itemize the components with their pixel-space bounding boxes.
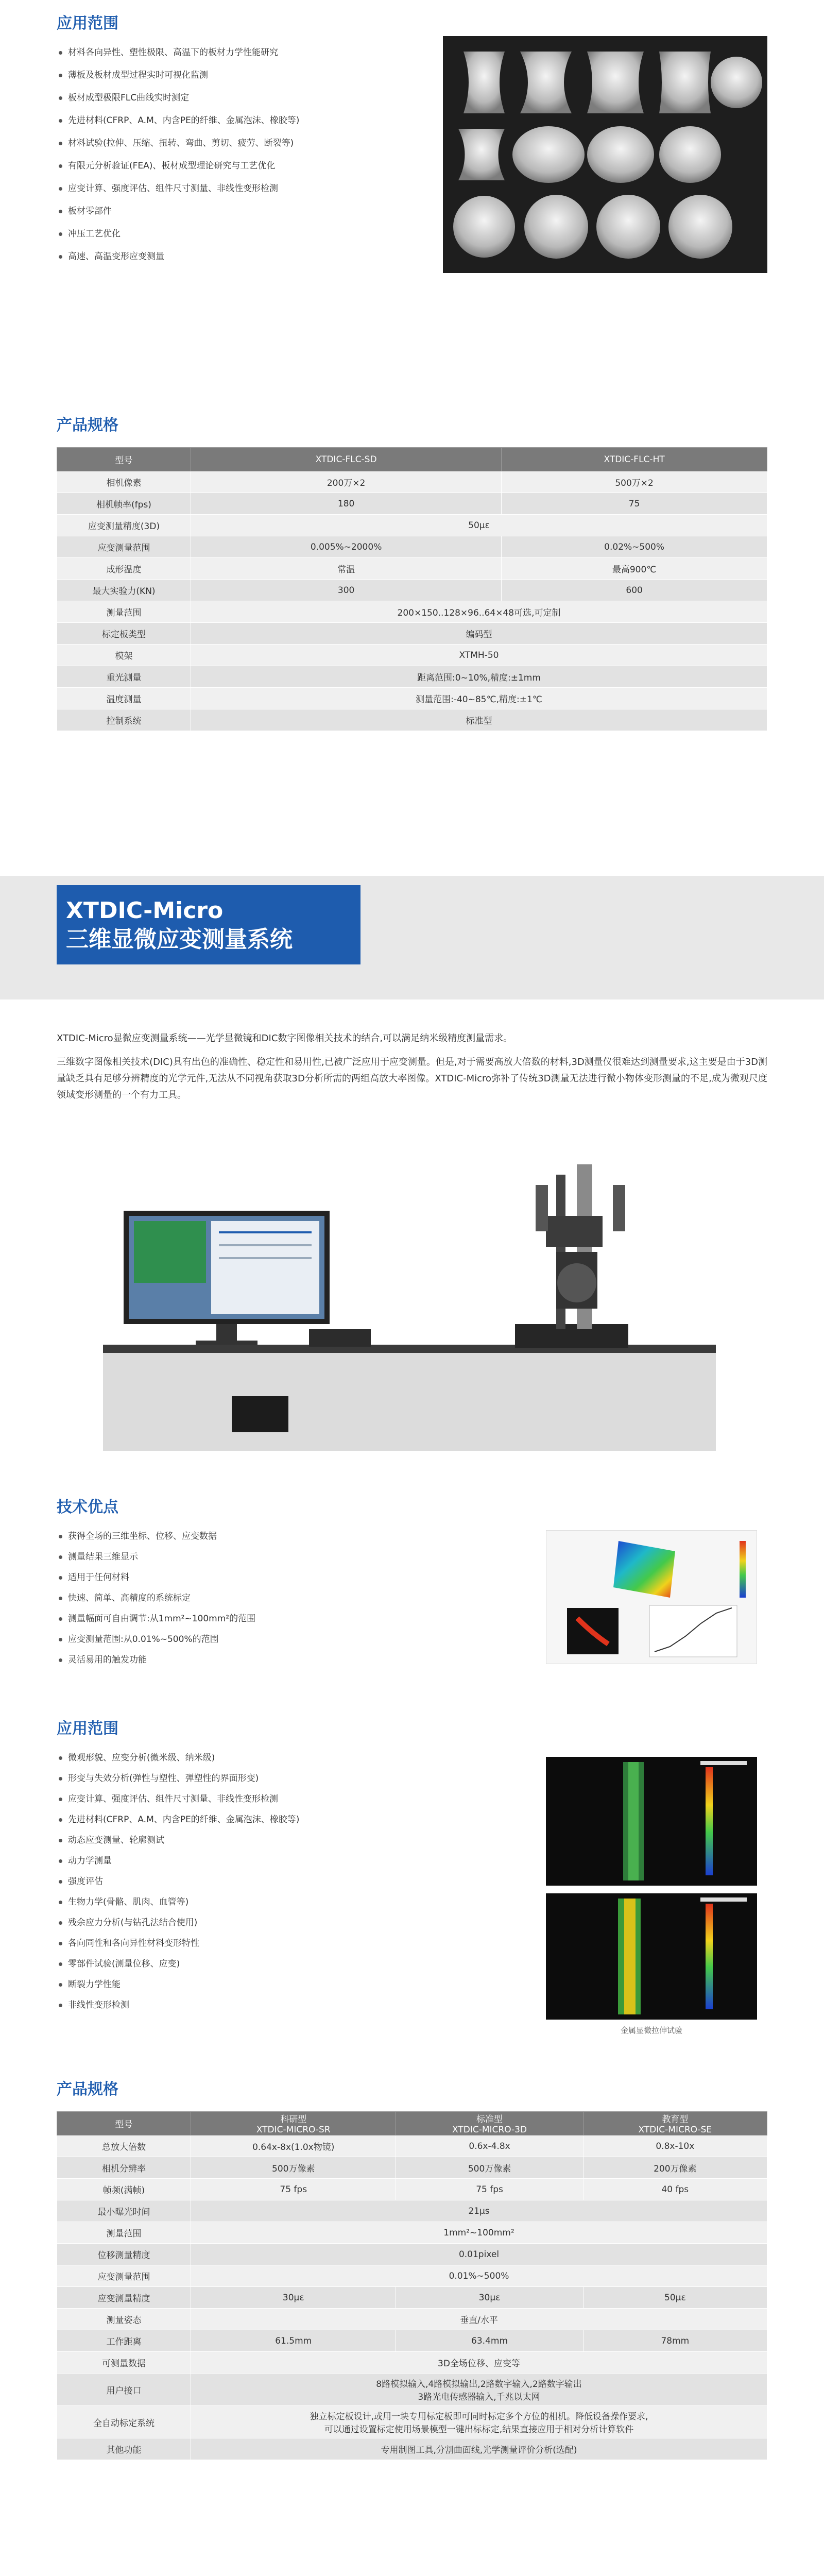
table-cell: 独立标定板设计,或用一块专用标定板即可同时标定多个方位的相机。降低设备操作要求, 可以通过设置标定使用场景模型一键出标标定,结果直接应用于相对分析计算软件 <box>191 2406 767 2438</box>
table-cell: XTMH-50 <box>191 645 767 666</box>
table-row-label: 相机帧率(fps) <box>57 493 191 515</box>
micro-adv-item: 快速、简单、高精度的系统标定 <box>57 1591 767 1605</box>
table-cell: 1mm²~100mm² <box>191 2222 767 2244</box>
micro-app-item: 微观形貌、应变分析(微米级、纳米级) <box>57 1751 767 1765</box>
micro-adv-item: 获得全场的三维坐标、位移、应变数据 <box>57 1529 767 1544</box>
table-cell: 200万像素 <box>583 2157 767 2179</box>
micro-image-caption: 金属显微拉伸试验 <box>620 2026 682 2035</box>
micro-app-item: 应变计算、强度评估、组件尺寸测量、非线性变形检测 <box>57 1792 767 1806</box>
flc-app-item: 有限元分析验证(FEA)、板材成型理论研究与工艺优化 <box>57 159 767 173</box>
table-cell: 500万像素 <box>191 2157 396 2179</box>
table-row <box>57 2438 767 2460</box>
micro-app-item: 断裂力学性能 <box>57 1977 767 1992</box>
flc-app-item: 薄板及板材成型过程实时可视化监测 <box>57 68 767 82</box>
table-header-cell: 标准型 XTDIC-MICRO-3D <box>396 2112 583 2136</box>
table-row <box>57 645 767 666</box>
table-row-label: 用户接口 <box>57 2374 191 2406</box>
table-row <box>57 2244 767 2265</box>
specimen-drawing <box>443 36 767 273</box>
table-row <box>57 471 767 493</box>
table-row <box>57 709 767 731</box>
table-row <box>57 2374 767 2406</box>
table-row <box>57 2406 767 2438</box>
micro-adv-item: 测量幅面可自由调节:从1mm²~100mm²的范围 <box>57 1612 767 1626</box>
flc-app-item: 先进材料(CFRP、A.M、内含PE的纤维、金属泡沫、橡胶等) <box>57 113 767 128</box>
table-cell: 0.6x-4.8x <box>396 2136 583 2157</box>
table-row <box>57 580 767 601</box>
table-row <box>57 2157 767 2179</box>
table-row-label: 应变测量精度(3D) <box>57 515 191 536</box>
table-row-label: 测量姿态 <box>57 2309 191 2330</box>
table-header-cell: 教育型 XTDIC-MICRO-SE <box>583 2112 767 2136</box>
table-cell: 600 <box>502 580 767 601</box>
micro-spec-table <box>57 2111 767 2460</box>
micro-app-item: 强度评估 <box>57 1874 767 1889</box>
table-header-cell: XTDIC-FLC-HT <box>502 448 767 471</box>
table-row-label: 相机分辨率 <box>57 2157 191 2179</box>
table-cell: 编码型 <box>191 623 767 645</box>
micro-app-title: 应用范围 <box>57 1720 118 1738</box>
table-row <box>57 515 767 536</box>
table-cell: 75 fps <box>396 2179 583 2200</box>
micro-para1: XTDIC-Micro显微应变测量系统——光学显微镜和DIC数字图像相关技术的结合,可以满足纳米级精度测量需求。 <box>57 1033 513 1044</box>
micro-para2: 三维数字图像相关技术(DIC)具有出色的准确性、稳定性和易用性,已被广泛应用于应变测量。但是,对于需要高放大倍数的材料,3D测量仪很难达到测量要求,这主要是由于3D测量缺乏具有足够分辨精度的光学元件,无法从不同视角获取3D分析所需的两组高放大率图像。XTDIC-Micro弥补了传统3D测量无法进行微小物体变形测量的不足,成为微观尺度领域变形测量的一个有力工具。 <box>57 1057 767 1100</box>
micro-app-item: 生物力学(骨骼、肌肉、血管等) <box>57 1895 767 1909</box>
table-row-label: 标定板类型 <box>57 623 191 645</box>
table-row <box>57 2200 767 2222</box>
table-row-label: 可测量数据 <box>57 2352 191 2374</box>
flc-spec-table <box>57 447 767 731</box>
table-row <box>57 536 767 558</box>
micro-intro <box>57 1030 767 1111</box>
table-row <box>57 688 767 709</box>
micro-title-box <box>57 885 360 964</box>
flc-spec-section <box>57 412 767 731</box>
table-row <box>57 2265 767 2287</box>
table-header-cell: XTDIC-FLC-SD <box>191 448 502 471</box>
table-cell: 专用制图工具,分割曲面线,光学测量评价分析(选配) <box>191 2438 767 2460</box>
micro-app-item: 动力学测量 <box>57 1854 767 1868</box>
table-row <box>57 2352 767 2374</box>
table-cell: 30με <box>396 2287 583 2309</box>
table-row <box>57 2287 767 2309</box>
table-row-label: 位移测量精度 <box>57 2244 191 2265</box>
micro-adv-item: 测量结果三维显示 <box>57 1550 767 1564</box>
table-row <box>57 2309 767 2330</box>
table-cell: 500万×2 <box>502 471 767 493</box>
table-cell: 0.01%~500% <box>191 2265 767 2287</box>
table-cell: 8路模拟输入,4路模拟输出,2路数字输入,2路数字输出 3路光电传感器输入,千兆以太网 <box>191 2374 767 2406</box>
table-header-cell: 型号 <box>57 448 191 471</box>
table-row <box>57 666 767 688</box>
flc-app-item: 板材成型极限FLC曲线实时测定 <box>57 91 767 105</box>
table-cell: 0.01pixel <box>191 2244 767 2265</box>
table-row-label: 测量范围 <box>57 601 191 623</box>
micro-adv-item: 灵活易用的触发功能 <box>57 1653 767 1667</box>
micro-app-item: 先进材料(CFRP、A.M、内含PE的纤维、金属泡沫、橡胶等) <box>57 1812 767 1827</box>
table-row-label: 应变测量范围 <box>57 2265 191 2287</box>
table-cell: 0.64x-8x(1.0x物镜) <box>191 2136 396 2157</box>
micro-app-item: 形变与失效分析(弹性与塑性、弹塑性的界面形变) <box>57 1771 767 1786</box>
flc-app-item: 材料试验(拉伸、压缩、扭转、弯曲、剪切、疲劳、断裂等) <box>57 136 767 150</box>
micro-title-cn: 三维显微应变测量系统 <box>66 926 293 953</box>
table-cell: 180 <box>191 493 502 515</box>
micro-adv-item: 应变测量范围:从0.01%~500%的范围 <box>57 1632 767 1647</box>
table-cell: 测量范围:-40~85℃,精度:±1℃ <box>191 688 767 709</box>
table-cell: 200万×2 <box>191 471 502 493</box>
micro-strain-plot-image <box>546 1530 757 1664</box>
table-header-cell: 科研型 XTDIC-MICRO-SR <box>191 2112 396 2136</box>
flc-spec-title: 产品规格 <box>57 416 118 434</box>
micro-tensile-drawing-2 <box>546 1893 757 2020</box>
micro-app-item: 动态应变测量、轮廓测试 <box>57 1833 767 1848</box>
table-row-label: 帧频(满帧) <box>57 2179 191 2200</box>
micro-title-en: XTDIC-Micro <box>66 897 224 924</box>
table-row <box>57 2330 767 2352</box>
table-row-label: 模架 <box>57 645 191 666</box>
table-cell: 78mm <box>583 2330 767 2352</box>
table-cell: 0.02%~500% <box>502 536 767 558</box>
micro-app-item: 残余应力分析(与钻孔法结合使用) <box>57 1916 767 1930</box>
table-row-label: 应变测量范围 <box>57 536 191 558</box>
table-row <box>57 2222 767 2244</box>
table-row-label: 最小曝光时间 <box>57 2200 191 2222</box>
table-cell: 300 <box>191 580 502 601</box>
flc-app-item: 高速、高温变形应变测量 <box>57 249 767 264</box>
table-cell: 3D全场位移、应变等 <box>191 2352 767 2374</box>
table-row-label: 温度测量 <box>57 688 191 709</box>
table-cell: 30με <box>191 2287 396 2309</box>
micro-tensile-image-1 <box>546 1757 757 1886</box>
table-row-label: 其他功能 <box>57 2438 191 2460</box>
table-cell: 常温 <box>191 558 502 580</box>
micro-spec-section <box>57 2076 767 2460</box>
table-row <box>57 623 767 645</box>
micro-equipment-image <box>103 1154 752 1453</box>
table-cell: 200×150..128×96..64×48可选,可定制 <box>191 601 767 623</box>
table-row <box>57 493 767 515</box>
table-cell: 0.005%~2000% <box>191 536 502 558</box>
table-row-label: 相机像素 <box>57 471 191 493</box>
flc-app-title: 应用范围 <box>57 14 118 32</box>
micro-app-item: 非线性变形检测 <box>57 1998 767 2012</box>
micro-adv-title: 技术优点 <box>57 1498 118 1516</box>
table-row-label: 全自动标定系统 <box>57 2406 191 2438</box>
micro-app-item: 零部件试验(测量位移、应变) <box>57 1957 767 1971</box>
table-cell: 61.5mm <box>191 2330 396 2352</box>
table-row-label: 成形温度 <box>57 558 191 580</box>
table-row <box>57 601 767 623</box>
flc-specimen-image <box>443 36 767 273</box>
table-cell: 50με <box>191 515 767 536</box>
table-cell: 21μs <box>191 2200 767 2222</box>
micro-tensile-image-2 <box>546 1893 757 2020</box>
table-row <box>57 558 767 580</box>
table-row-label: 应变测量精度 <box>57 2287 191 2309</box>
table-cell: 最高900℃ <box>502 558 767 580</box>
table-row-label: 重光测量 <box>57 666 191 688</box>
flc-app-item: 冲压工艺优化 <box>57 227 767 241</box>
table-cell: 500万像素 <box>396 2157 583 2179</box>
table-cell: 垂直/水平 <box>191 2309 767 2330</box>
table-cell: 75 <box>502 493 767 515</box>
table-cell: 0.8x-10x <box>583 2136 767 2157</box>
table-row <box>57 2136 767 2157</box>
table-cell: 距离范围:0~10%,精度:±1mm <box>191 666 767 688</box>
micro-app-item: 各向同性和各向异性材料变形特性 <box>57 1936 767 1951</box>
table-row-label: 测量范围 <box>57 2222 191 2244</box>
table-row <box>57 2179 767 2200</box>
table-cell: 63.4mm <box>396 2330 583 2352</box>
table-cell: 40 fps <box>583 2179 767 2200</box>
micro-equipment-drawing <box>103 1154 752 1453</box>
micro-spec-title: 产品规格 <box>57 2080 118 2098</box>
table-row-label: 最大实验力(KN) <box>57 580 191 601</box>
flc-app-item: 材料各向异性、塑性极限、高温下的板材力学性能研究 <box>57 45 767 60</box>
table-row-label: 控制系统 <box>57 709 191 731</box>
flc-app-item: 应变计算、强度评估、组件尺寸测量、非线性变形检测 <box>57 181 767 196</box>
micro-adv-item: 适用于任何材料 <box>57 1570 767 1585</box>
flc-app-item: 板材零部件 <box>57 204 767 218</box>
table-cell: 75 fps <box>191 2179 396 2200</box>
table-row-label: 工作距离 <box>57 2330 191 2352</box>
table-header-cell: 型号 <box>57 2112 191 2136</box>
micro-strain-plot-drawing <box>546 1531 757 1664</box>
table-cell: 标准型 <box>191 709 767 731</box>
table-cell: 50με <box>583 2287 767 2309</box>
table-row-label: 总放大倍数 <box>57 2136 191 2157</box>
micro-tensile-drawing-1 <box>546 1757 757 1886</box>
